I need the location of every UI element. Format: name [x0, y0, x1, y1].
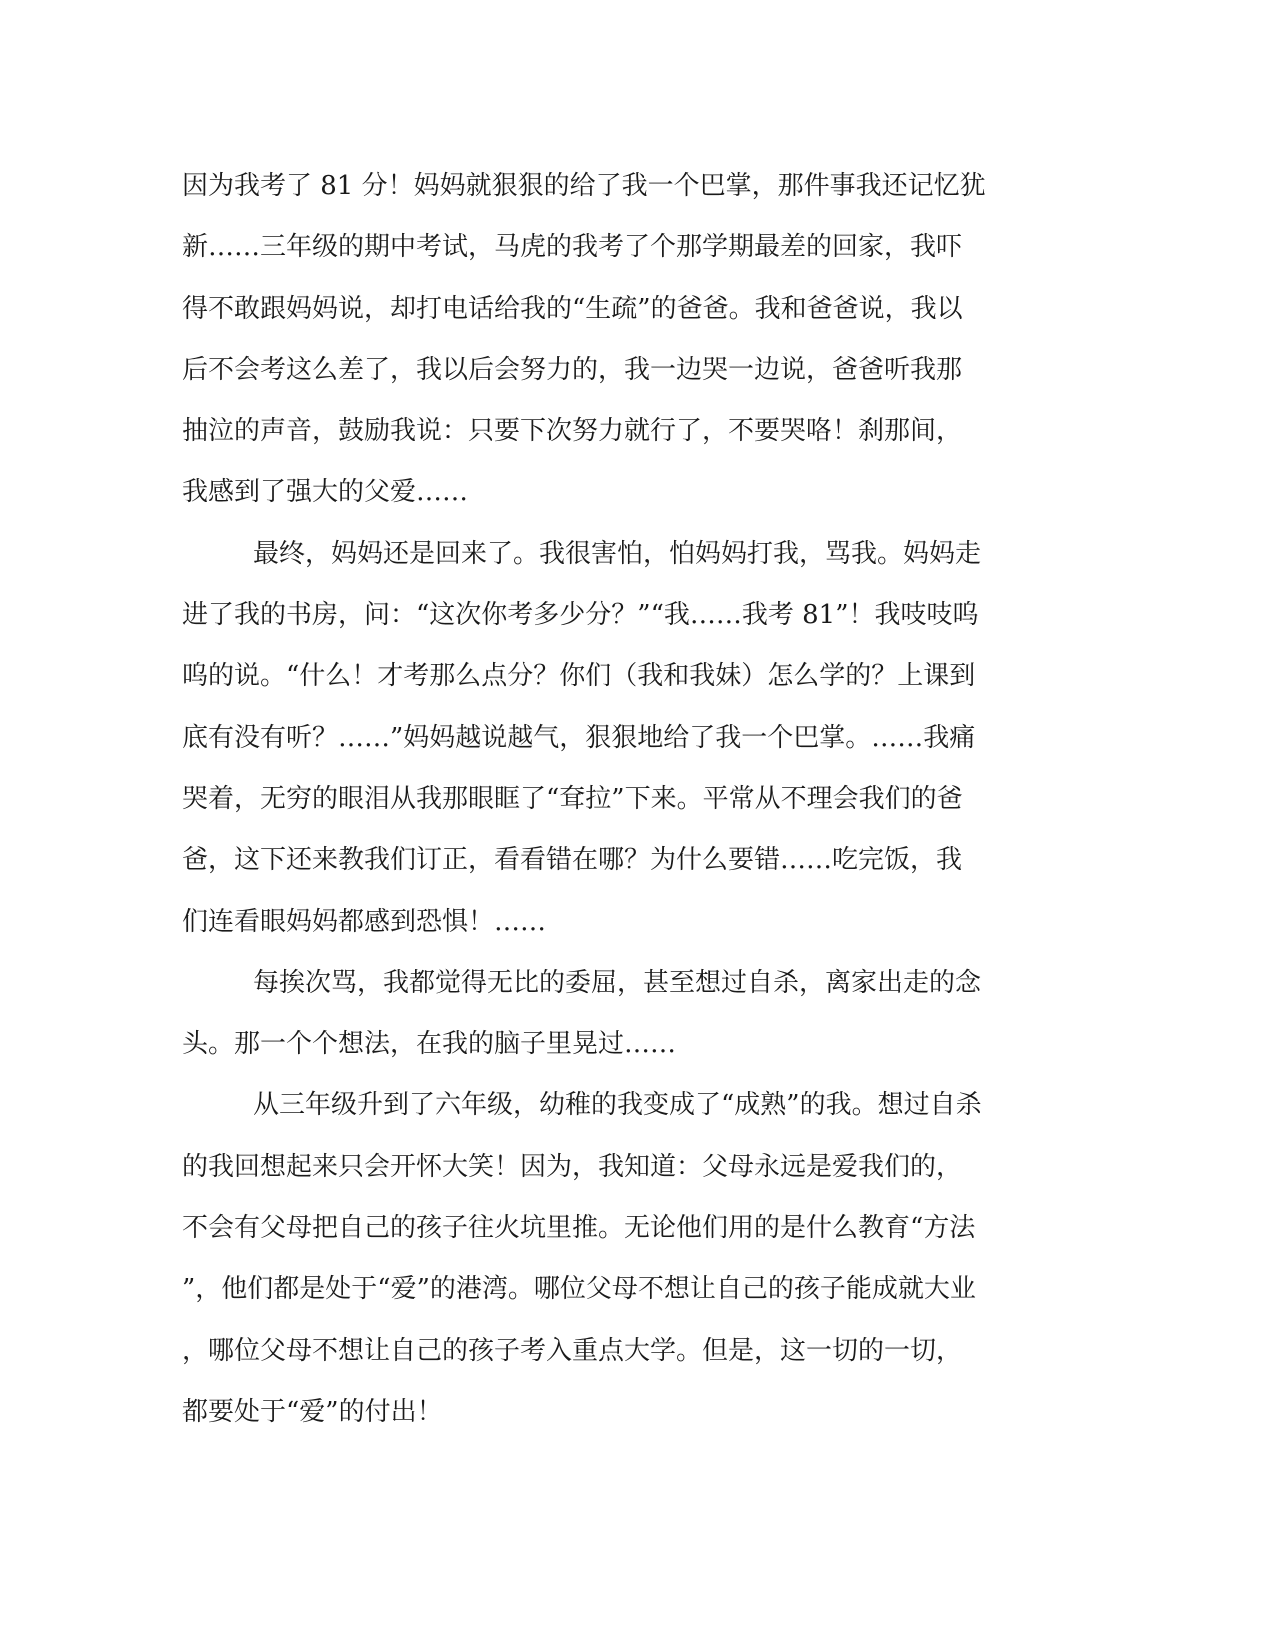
paragraph-3	[182, 953, 1032, 1076]
text-line: 头。那一个个想法，在我的脑子里晃过……	[182, 1029, 677, 1060]
text-line: 每挨次骂，我都觉得无比的委屈，甚至想过自杀，离家出走的念	[253, 967, 982, 998]
text-line: 我感到了强大的父爱……	[182, 477, 469, 508]
text-line: 哭着，无穷的眼泪从我那眼眶了“耷拉”下来。平常从不理会我们的爸	[182, 783, 963, 814]
text-line: 们连看眼妈妈都感到恐惧！……	[182, 906, 547, 937]
text-line: 后不会考这么差了，我以后会努力的，我一边哭一边说，爸爸听我那	[182, 354, 963, 385]
text-line: 得不敢跟妈妈说，却打电话给我的“生疏”的爸爸。我和爸爸说，我以	[182, 293, 963, 324]
text-line: 最终，妈妈还是回来了。我很害怕，怕妈妈打我，骂我。妈妈走	[253, 538, 982, 569]
text-line: 都要处于“爱”的付出！	[182, 1396, 443, 1427]
text-line: 呜的说。“什么！才考那么点分？你们（我和我妹）怎么学的？上课到	[182, 661, 976, 692]
text-line: 爸，这下还来教我们订正，看看错在哪？为什么要错……吃完饭，我	[182, 845, 963, 876]
paragraph-4	[182, 1075, 1032, 1443]
text-line: ”，他们都是处于“爱”的港湾。哪位父母不想让自己的孩子能成就大业	[182, 1274, 976, 1305]
text-line: 底有没有听？……”妈妈越说越气，狠狠地给了我一个巴掌。……我痛	[182, 722, 976, 753]
text-line: 因为我考了 81 分！妈妈就狠狠的给了我一个巴掌，那件事我还记忆犹	[182, 171, 986, 201]
paragraph-2	[182, 524, 1032, 953]
text-line: 抽泣的声音，鼓励我说：只要下次努力就行了，不要哭咯！刹那间，	[182, 416, 963, 447]
text-line: 进了我的书房，问：“这次你考多少分？”“我……我考 81”！我吱吱呜	[182, 600, 979, 631]
text-line: 不会有父母把自己的孩子往火坑里推。无论他们用的是什么教育“方法	[182, 1213, 976, 1244]
text-line: 新……三年级的期中考试，马虎的我考了个那学期最差的回家，我吓	[182, 232, 963, 263]
text-line: 的我回想起来只会开怀大笑！因为，我知道：父母永远是爱我们的，	[182, 1151, 963, 1182]
text-line: 从三年级升到了六年级，幼稚的我变成了“成熟”的我。想过自杀	[253, 1090, 982, 1121]
paragraph-1	[182, 156, 1032, 524]
text-line: ，哪位父母不想让自己的孩子考入重点大学。但是，这一切的一切，	[182, 1335, 963, 1366]
essay-body	[182, 156, 1032, 1443]
